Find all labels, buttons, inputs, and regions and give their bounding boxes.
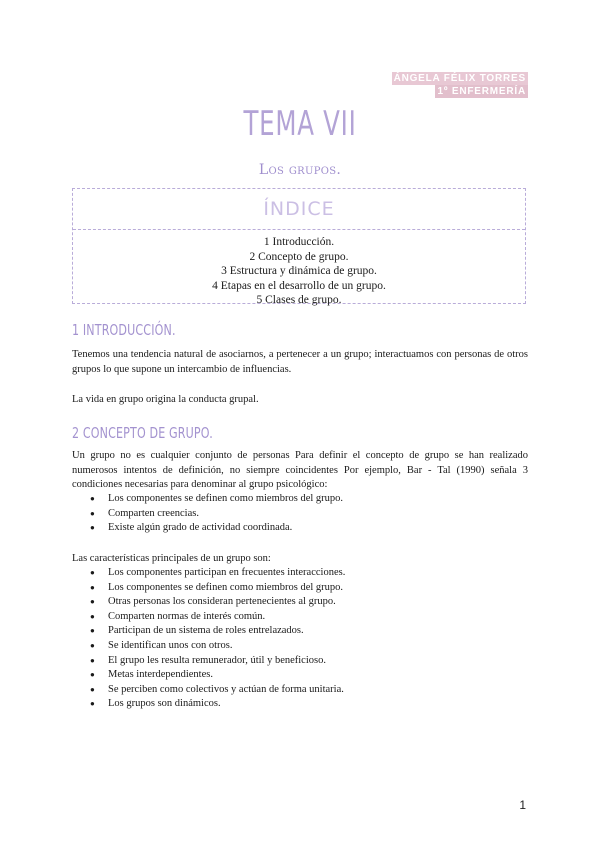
list-item: ● Se identifican unos con otros. — [72, 639, 528, 654]
list-item: ● Se perciben como colectivos y actúan de forma unitaria. — [72, 683, 528, 698]
index-item: 3 Estructura y dinámica de grupo. — [221, 265, 377, 277]
list-item: ● Comparten creencias. — [72, 507, 528, 522]
index-item: 1 Introducción. — [263, 236, 335, 248]
paragraph: La vida en grupo origina la conducta grupal. — [72, 394, 259, 405]
list-item: ● Otras personas los consideran pertenecientes al grupo. — [72, 595, 528, 610]
document-title: TEMA VII — [243, 104, 357, 144]
index-item: 2 Concepto de grupo. — [249, 250, 349, 263]
list-item: ● Participan de un sistema de roles entrelazados. — [72, 624, 528, 639]
author-course: 1º ENFERMERÍA — [437, 86, 526, 97]
index-heading: ÍNDICE — [73, 189, 525, 230]
author-block — [392, 72, 528, 98]
characteristics-list — [72, 566, 528, 712]
conditions-list — [72, 492, 528, 536]
index-item: 4 Etapas en el desarrollo de un grupo. — [212, 279, 386, 292]
paragraph: Tenemos una tendencia natural de asociarnos, a pertenecer a un grupo; interactuamos con personas de otros grupos lo que supone un intercambio de influencias. — [72, 349, 528, 375]
author-name: ÁNGELA FÉLIX TORRES — [393, 73, 526, 84]
index-list — [73, 230, 525, 308]
list-item: ● Los componentes se definen como miembros del grupo. — [72, 492, 528, 507]
page-number: 1 — [519, 798, 526, 812]
document-subtitle: Los grupos. — [258, 162, 342, 178]
list-item: ● Los grupos son dinámicos. — [72, 697, 528, 712]
list-item: ● Existe algún grado de actividad coordinada. — [72, 521, 528, 536]
section-heading-concepto: 2 CONCEPTO DE GRUPO. — [72, 424, 213, 442]
section-heading-introduccion: 1 INTRODUCCIÓN. — [72, 321, 176, 339]
list-item: ● Los componentes se definen como miembros del grupo. — [72, 581, 528, 596]
paragraph: Un grupo no es cualquier conjunto de personas Para definir el concepto de grupo se han realizado numerosos intentos de definición, no siempre coincidentes Por ejemplo, Bar - Tal (1990) señala 3 condiciones necesarias para denominar al grupo psicológico: — [72, 450, 528, 491]
list-item: ● Comparten normas de interés común. — [72, 610, 528, 625]
index-item: 5 Clases de grupo. — [256, 294, 342, 306]
list-item: ● Metas interdependientes. — [72, 668, 528, 683]
paragraph: Las características principales de un grupo son: — [72, 553, 271, 564]
index-box — [72, 188, 526, 304]
list-item: ● El grupo les resulta remunerador, útil y beneficioso. — [72, 654, 528, 669]
list-item: ● Los componentes participan en frecuentes interacciones. — [72, 566, 528, 581]
